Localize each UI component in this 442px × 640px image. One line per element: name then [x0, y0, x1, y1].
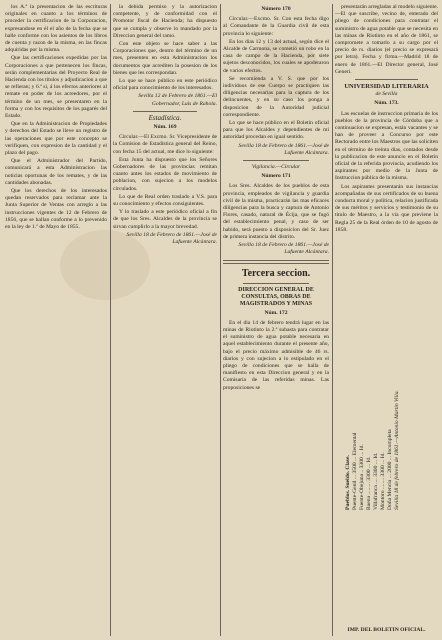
paragraph: Lo que se hace público en este periódico oficial para conocimiento de los interesados.: [113, 78, 217, 92]
direction-heading: DIRECCION GENERAL DE CONSULTAS, OBRAS DE MAGISTRADOS Y MINAS: [238, 286, 314, 307]
schools-table: [345, 352, 441, 510]
university-city: de Sevilla: [375, 91, 398, 98]
paragraph: Las escuelas de instruccion primaria de los pueblos de la provincia de Córdoba que a continuacion se expresan, están vacantes y se han de proveer a Concurso por este Rectorado entre los Maestros que las soliciten en el término de treinta dias, contados desde la publicacion de este anuncio en el Boletin oficial de la referida provincia, acudiendo los aspirantes por medio de la Junta de Instruccion pública de la misma.: [335, 110, 438, 182]
column-2: [113, 4, 217, 636]
university-heading: UNIVERSIDAD LITERARIA: [344, 83, 429, 91]
article-number: Núm. 169: [153, 124, 177, 131]
paragraph: la debida permiso y la autorizacion competente, y de conformidad con el Promotor fiscal de Hacienda; ha dispuesto que se cumpla y observe lo mandado por la Direccion general del ramo.: [113, 4, 217, 39]
paragraph: Que el Administrador del Partido, comunicará a esta Administracion las noticias oportunas de los remates, y de las cantidades abonadas.: [5, 158, 107, 186]
signature: Sevilla 18 de Febrero de 1861.—José de Lafuente Alcántara.: [238, 242, 329, 256]
paragraph: Lo que de Real orden traslado a V.S. para su conocimiento y efectos consiguientes.: [113, 193, 217, 208]
paragraph: Circular.—Excmo. Sr. Con esta fecha digo al Comandante de la Guardia civil de esta provincia lo siguiente:: [223, 16, 329, 37]
article-number: Núm. 173.: [374, 100, 399, 107]
separator: [355, 79, 418, 80]
column-1: [5, 4, 107, 636]
separator: [243, 160, 309, 161]
double-rule: [223, 260, 329, 264]
table-row: Puente-Genil ... 3500 ... Elemental: [352, 432, 358, 510]
signature: Sevilla 18 de Febrero de 1861.—José de Lafuente Alcántara.: [126, 231, 217, 246]
paragraph: Lo que se hace público en el Boletin oficial para que los Alcaldes y dependientes de mi autoridad procedan en igual sentido.: [223, 120, 329, 141]
article-number: Núm. 172: [264, 309, 288, 316]
paragraph: los A.ª la presentacion de las escrituras originales en cuanto a los términos de proceder la certificacion de la Corporacion, expresandose en él el año de la fecha que se halle conforme con los asientos de los libros de cuenta y razon de la misma, en las fincas adquiridas por la misma.: [5, 4, 107, 54]
paragraph: Con este objeto se hace saber a las Corporaciones que, dentro del término de un mes, presenten en esta Administracion los documentos que acrediten la posesion de los bienes que les correspondan.: [113, 41, 217, 76]
paragraph: Esta Junta ha dispuesto que los Señores Gobernadores de las provincias remitan cuanto antes los estados de movimiento de poblacion, con sujecion a los modelos circulados.: [113, 156, 217, 192]
paragraph: Que en la Administracion de Propiedades y derechos del Estado se lleve un registro de las operaciones que por este concepto se verifiquen, con expresion de la cantidad y el plazo del pago.: [5, 121, 107, 157]
paragraph: Se recomienda a V. S. que por los individuos de ese Cuerpo se practiquen las diligencias necesarias para la captura de los delincuentes, y en su caso los ponga a disposicion de la Autoridad judicial correspondiente.: [223, 75, 329, 118]
paragraph: Que las certificaciones expedidas por las Corporaciones a que pertenecen los fincas, serán complementarias del Proyecto Real de Hacienda con los títulos y adjudicacion a que se refieran; y 6.ª si, á los efectos anteriores al remate en poder de los acreedores, por el término de un mes, se presentaren en la forma y con los requisitos de los pagarés del Estado.: [5, 55, 107, 120]
column-rule: [220, 4, 221, 636]
paragraph: Los aspirantes presentarán sus instancias acompañadas de sus certificados de su buena conducta moral y política, relacion justificada de sus méritos y servicios y testimonio de su título de Maestro, a la via que previene la Regla 25 de la Real órden de 10 de agosto de 1858.: [335, 183, 438, 233]
article-number: Número 171: [261, 173, 291, 180]
section-heading: Vigilancia.—Circular: [251, 164, 301, 171]
paragraph: Circular.—El Excmo. Sr. Vicepresidente de la Comision de Estadística general del Reino, con fecha 15 del actual, me dice lo siguiente:: [113, 134, 217, 155]
table-row: Montoro ........ 3300 ... Id.: [380, 452, 386, 510]
paragraph: En los dias 12 y 13 del actual, según dice el Alcalde de Carmona, se cometió un robo en la casa de campo de la Hacienda, por siete sujetos desconocidos, los cuales se apoderaron de varios efectos.: [223, 38, 329, 74]
article-number: Número 170: [261, 6, 291, 12]
separator: [133, 111, 197, 112]
signature: Sevilla 18 de Febrero de 1861.—José de Lafuente Alcántara.: [238, 142, 329, 156]
table-row: Sevilla 18 de febrero de 1861.—Antonio Martin Villa.: [394, 390, 400, 510]
paragraph: Que los derechos de los interesados quedan reservados para reclamar ante la Junta Superior de Ventas con arreglo a las instrucciones vigentes de 12 de Febrero de 1856, que se hallan conforme a lo prevenido en la ley de 1.º de Mayo de 1855.: [5, 188, 107, 231]
paragraph: presentarán arregladas al modelo siguiente.—El que suscribe, vecino de, enterado del pliego de condiciones para contratar el suministro de agua potable que se necesita en las minas de Riotinto en el año de 1861, se compromete a tomarlo a su cargo por el precio de rs. diarios (el precio se expresará por letra). Fecha y firma.—Madrid 18 de enero de 1861.—El Director general, José Generi.: [335, 4, 438, 75]
table-row: Fuente-Obejuna .. 3300 ... Id.: [359, 444, 365, 510]
paragraph: En el dia 14 de febrero tendrá lugar en las minas de Riotinto la 2.ª subasta para contratar el suministro de agua potable necesaria en aquel establecimiento durante el presente año, bajo el precio máximo admisible de 46 rs. diarios y con sujecion a lo estipulado en el pliego de condiciones que se halla de manifiesto en esta Direccion general y en la Comisaría de las referidas minas. Las proposiciones se: [223, 319, 329, 391]
section-title: Tercera seccion.: [241, 267, 311, 279]
column-rule: [110, 4, 111, 636]
table-row: Doña Mencía ... 2000 ... Incompleta: [387, 429, 393, 510]
printer-footer: IMP. DEL BOLETIN OFICIAL.: [347, 626, 426, 633]
table-row: Pueblos. Sueldo. Clase.: [345, 455, 351, 510]
section-heading: Estadística.: [148, 113, 182, 122]
separator: [243, 283, 309, 284]
paragraph: Los Sres. Alcaldes de los pueblos de esta provincia, empleados de vigilancia y guardia civil de la misma, practicarán las mas eficaces diligencias para la busca y captura de Antonio Flores, casado, natural de Écija, que se fugó del establecimiento penal, y caso de ser habido, será puesto a disposicion del Sr. Juez de primera instancia del distrito.: [223, 183, 329, 240]
column-rule: [332, 4, 333, 636]
paragraph: Y lo traslado a este periódico oficial a fin de que los Sres. Alcaldes de la provincia se sirvan cumplirlo a la mayor brevedad.: [113, 209, 217, 230]
column-3: [223, 4, 329, 636]
date-signature: Sevilla 12 de Febrero de 1861.—El Gobernador, Luis de Rahola.: [138, 93, 217, 107]
table-row: Baena ......... 3300 ... Id.: [366, 456, 372, 510]
table-row: Villafranca .... 3300 ... Id.: [373, 452, 379, 510]
